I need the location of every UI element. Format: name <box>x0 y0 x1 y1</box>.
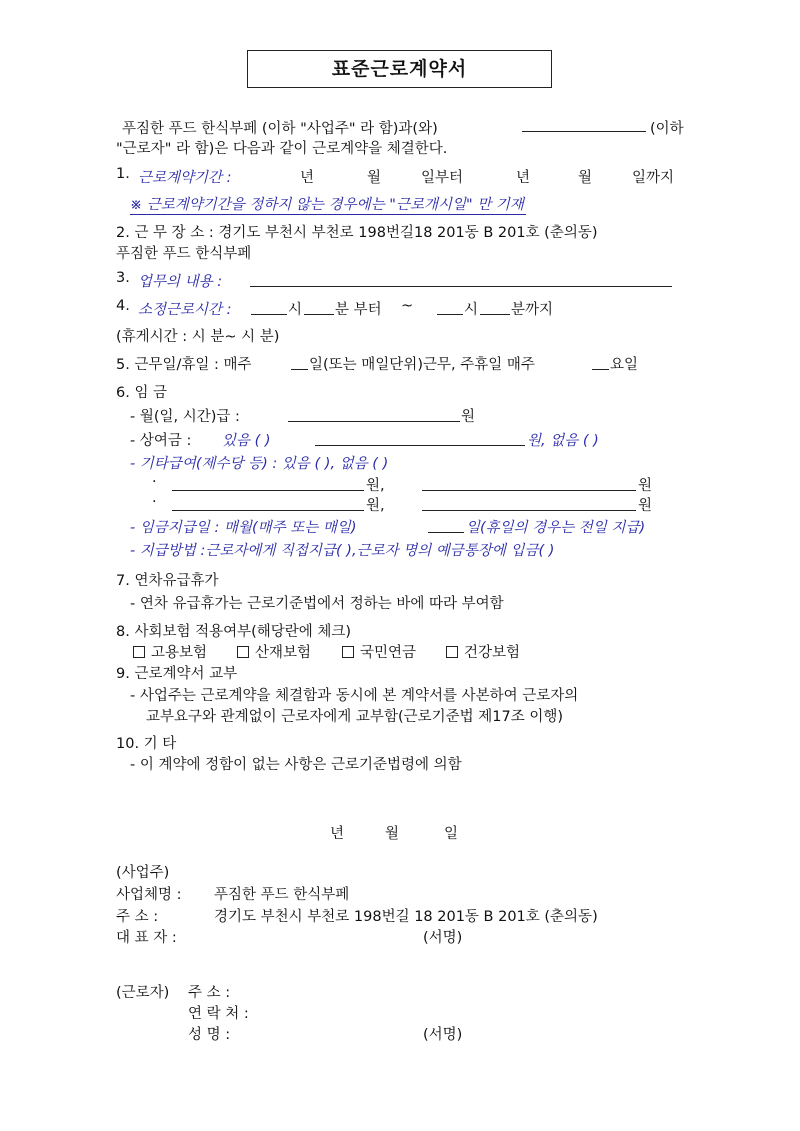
s4-min1: 분 부터 <box>335 302 382 318</box>
employer-rep-label: 대 표 자 : <box>116 930 177 946</box>
other-pay-blank-1a[interactable] <box>172 490 364 491</box>
s1-num: 1. <box>116 166 130 182</box>
worker-name-blank[interactable] <box>522 131 646 132</box>
workdays-blank[interactable] <box>291 369 308 370</box>
s4-hour2: 시 <box>464 302 479 318</box>
rest-time: (휴게시간 : 시 분~ 시 분) <box>116 329 280 345</box>
s4-tilde: ~ <box>401 298 414 314</box>
s1-label: 근로계약기간 : <box>138 170 232 186</box>
employer-addr: 경기도 부천시 부천로 198번길 18 201동 B 201호 (춘의동) <box>214 909 598 925</box>
job-description-blank[interactable] <box>250 286 672 287</box>
date-year: 년 <box>330 826 345 842</box>
pay-amount-blank[interactable] <box>288 421 460 422</box>
s1-year1: 년 <box>300 170 315 186</box>
s3-num: 3. <box>116 270 130 286</box>
s1-day2: 일까지 <box>632 170 675 186</box>
employer-head: (사업주) <box>116 865 170 881</box>
checkbox-icon[interactable] <box>133 646 145 658</box>
checkbox-icon[interactable] <box>342 646 354 658</box>
insurance-label: 건강보험 <box>464 645 521 661</box>
s7-body: - 연차 유급휴가는 근로기준법에서 정하는 바에 따라 부여함 <box>130 596 504 612</box>
s6-head: 6. 임 금 <box>116 385 168 401</box>
s7-head: 7. 연차유급휴가 <box>116 573 219 589</box>
worker-name-label: 성 명 : <box>188 1027 231 1043</box>
s1-year2: 년 <box>516 170 531 186</box>
s2-line-2: 푸짐한 푸드 한식부페 <box>116 246 252 262</box>
bonus-amount-blank[interactable] <box>315 445 525 446</box>
s6-method: - 지급방법 :근로자에게 직접지급( ),근로자 명의 예금통장에 입금( ) <box>130 543 555 559</box>
employer-name-label: 사업체명 : <box>116 887 182 903</box>
s2-line-1: 2. 근 무 장 소 : 경기도 부천시 부천로 198번길18 201동 B 201호 (춘의동) <box>116 225 598 241</box>
s6-won-2b: 원 <box>638 498 653 514</box>
employer-addr-label: 주 소 : <box>116 909 159 925</box>
s6-dot-1a: · <box>152 474 157 490</box>
weekly-holiday-blank[interactable] <box>592 369 609 370</box>
s6-bonus-yes: 있음 ( ) <box>222 433 271 449</box>
s1-month1: 월 <box>367 170 382 186</box>
insurance-health[interactable] <box>446 641 520 662</box>
other-pay-blank-2b[interactable] <box>422 510 636 511</box>
employer-name: 푸짐한 푸드 한식부페 <box>214 887 350 903</box>
insurance-label: 고용보험 <box>151 645 208 661</box>
insurance-label: 국민연금 <box>360 645 417 661</box>
s6-pay-label: - 월(일, 시간)급 : <box>130 409 240 425</box>
checkbox-icon[interactable] <box>237 646 249 658</box>
s6-won-1a: 원, <box>366 478 385 494</box>
s4-hour1: 시 <box>288 302 303 318</box>
insurance-label: 산재보험 <box>255 645 312 661</box>
s6-other-label: - 기타급여(제수당 등) : 있음 ( ), 없음 ( ) <box>130 456 389 472</box>
s1-month2: 월 <box>578 170 593 186</box>
s6-won-2a: 원, <box>366 498 385 514</box>
s6-won-1b: 원 <box>638 478 653 494</box>
date-month: 월 <box>385 826 400 842</box>
s4-num: 4. <box>116 298 130 314</box>
s6-payday-a: - 임금지급일 : 매월(매주 또는 매일) <box>130 520 357 536</box>
s6-pay-won: 원 <box>461 409 476 425</box>
end-hour-blank[interactable] <box>437 314 463 315</box>
date-day: 일 <box>444 826 459 842</box>
s5-b: 일(또는 매일단위)근무, 주휴일 매주 <box>309 357 535 373</box>
other-pay-blank-1b[interactable] <box>422 490 636 491</box>
start-min-blank[interactable] <box>304 314 334 315</box>
s4-min2: 분까지 <box>511 302 554 318</box>
start-hour-blank[interactable] <box>251 314 287 315</box>
document-title: 표준근로계약서 <box>247 50 552 88</box>
insurance-industrial-accident[interactable] <box>237 641 311 662</box>
worker-head: (근로자) <box>116 985 170 1001</box>
s6-dot-2a: · <box>152 494 157 510</box>
worker-sign[interactable]: (서명) <box>423 1027 463 1043</box>
s6-bonus-no: 원, 없음 ( ) <box>527 433 599 449</box>
intro-line-2: "근로자" 라 함)은 다음과 같이 근로계약을 체결한다. <box>116 141 448 157</box>
other-pay-blank-2a[interactable] <box>172 510 364 511</box>
s10-head: 10. 기 타 <box>116 736 177 752</box>
insurance-employment[interactable] <box>133 641 207 662</box>
worker-addr-label: 주 소 : <box>188 985 231 1001</box>
checkbox-icon[interactable] <box>446 646 458 658</box>
s6-payday-b: 일(휴일의 경우는 전일 지급) <box>466 520 646 536</box>
s5-a: 5. 근무일/휴일 : 매주 <box>116 357 252 373</box>
s9-line-1: - 사업주는 근로계약을 체결함과 동시에 본 계약서를 사본하여 근로자의 <box>130 688 579 704</box>
s9-head: 9. 근로계약서 교부 <box>116 666 238 682</box>
end-min-blank[interactable] <box>480 314 510 315</box>
s9-line-2: 교부요구와 관계없이 근로자에게 교부함(근로기준법 제17조 이행) <box>146 709 563 725</box>
s1-note: ※ 근로계약기간을 정하지 않는 경우에는 "근로개시일" 만 기재 <box>130 193 526 215</box>
employer-sign[interactable]: (서명) <box>423 930 463 946</box>
worker-contact-label: 연 락 처 : <box>188 1006 249 1022</box>
payday-blank[interactable] <box>428 532 464 533</box>
s4-label: 소정근로시간 : <box>138 302 232 318</box>
s10-body: - 이 계약에 정함이 없는 사항은 근로기준법령에 의함 <box>130 757 462 773</box>
s5-c: 요일 <box>610 357 639 373</box>
s6-bonus-label: - 상여금 : <box>130 433 192 449</box>
intro-line-1b: (이하 <box>650 121 684 137</box>
s3-label: 업무의 내용 : <box>138 274 223 290</box>
s1-day1: 일부터 <box>421 170 464 186</box>
intro-line-1a: 푸짐한 푸드 한식부페 (이하 "사업주" 라 함)과(와) <box>122 121 438 137</box>
s8-head: 8. 사회보험 적용여부(해당란에 체크) <box>116 624 352 640</box>
insurance-pension[interactable] <box>342 641 416 662</box>
